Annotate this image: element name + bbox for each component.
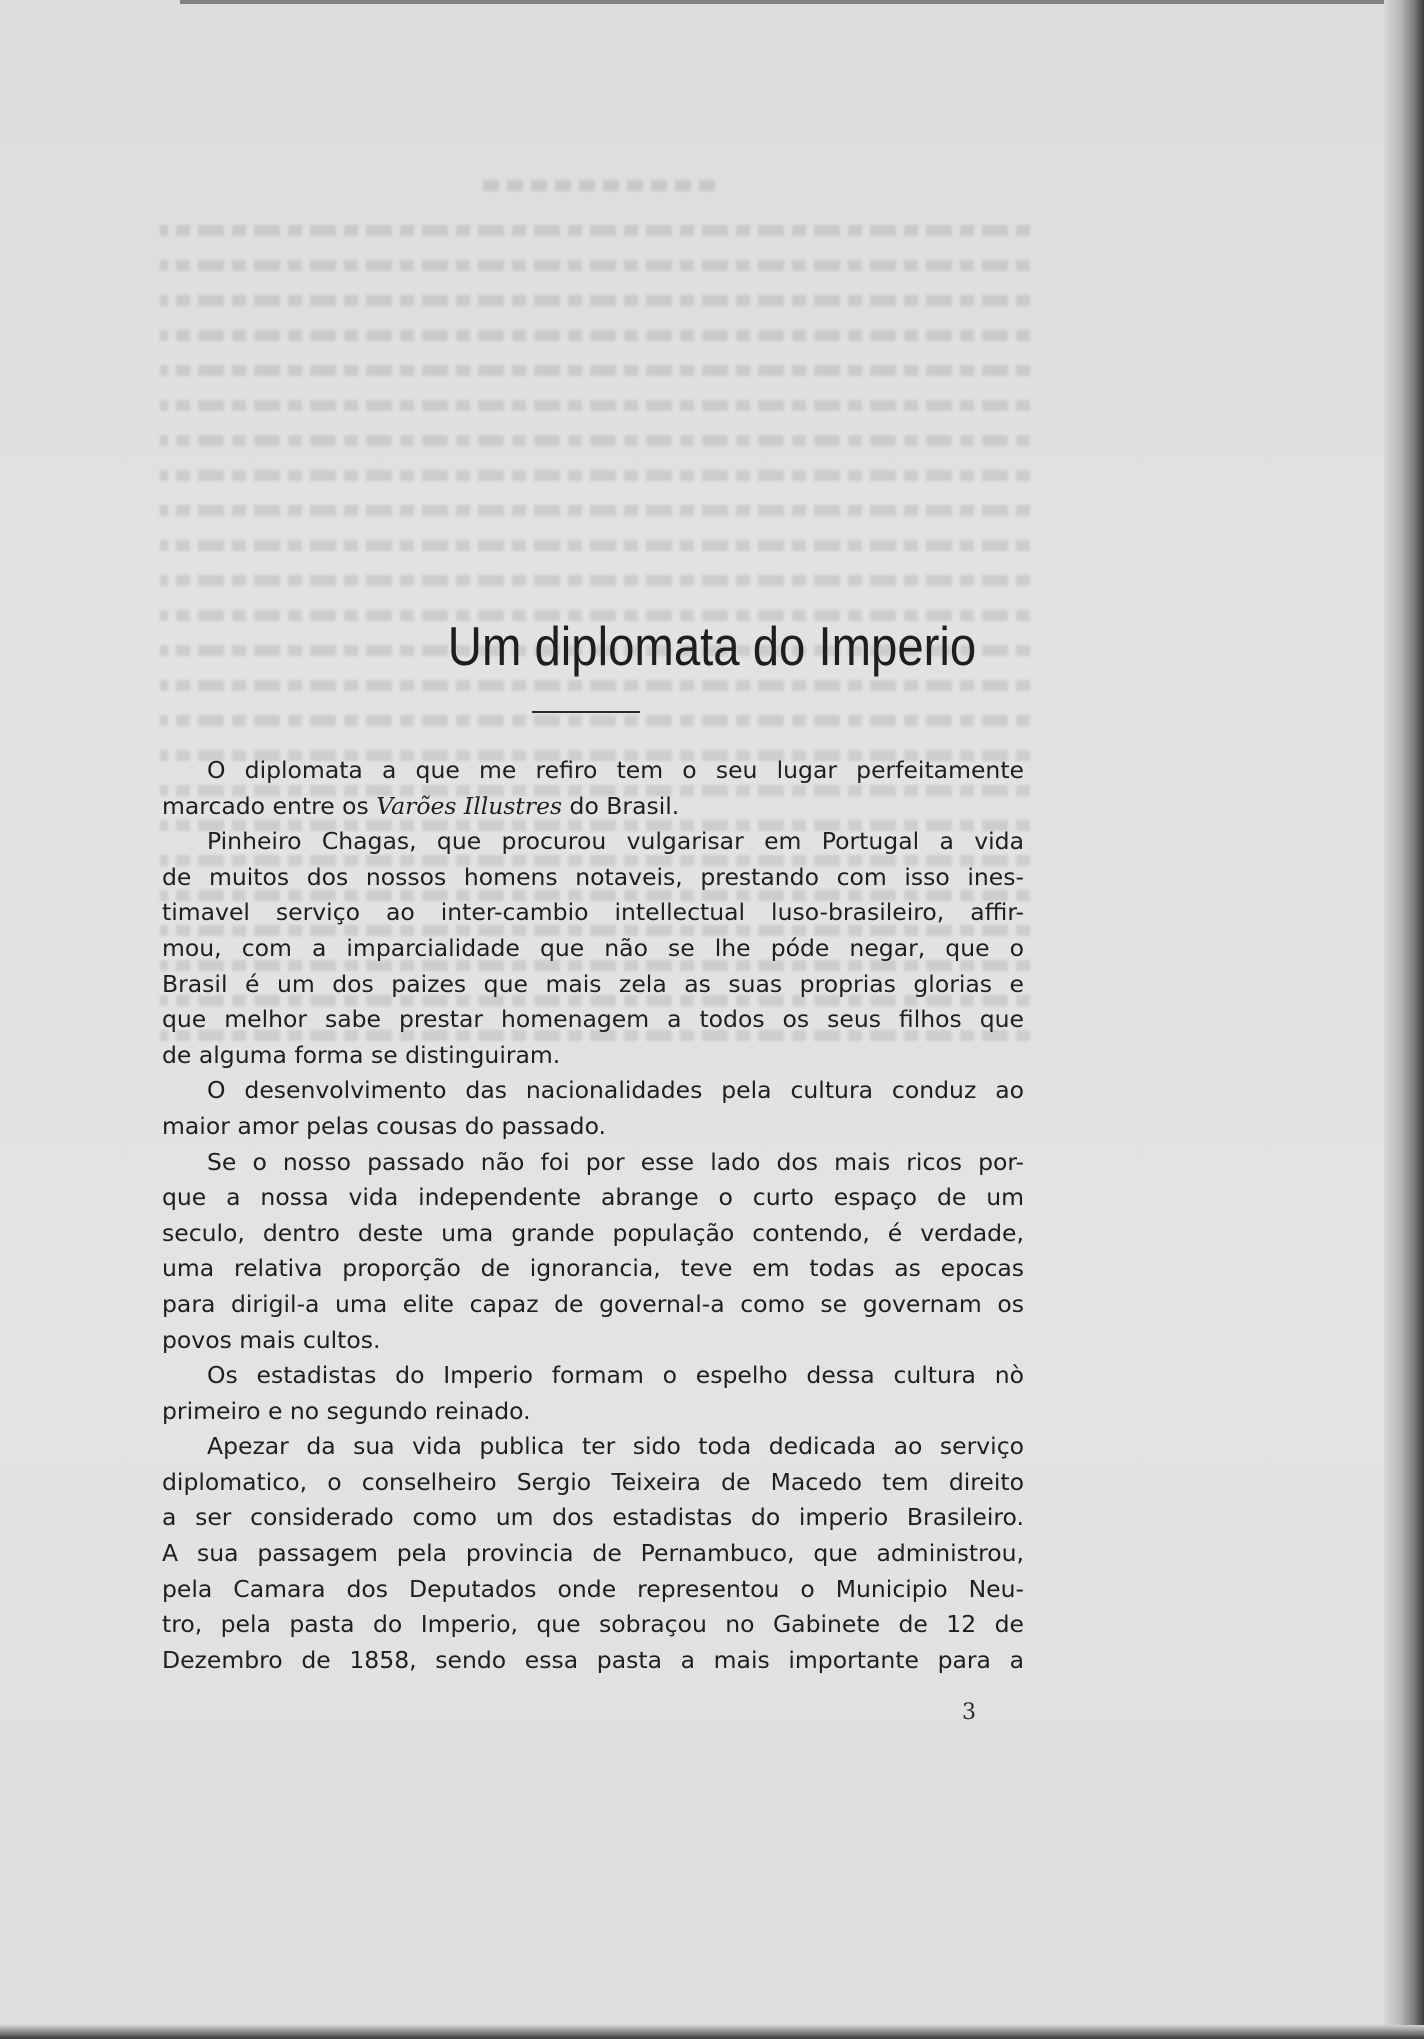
text-line: Brasil é um dos paizes que mais zela as suas proprias glorias e (162, 969, 1024, 998)
text-line: Pinheiro Chagas, que procurou vulgarisar em Portugal a vida (207, 827, 1024, 856)
text-line: O diplomata a que me refiro tem o seu lugar perfeitamente (207, 756, 1024, 784)
page-number: 3 (962, 1700, 976, 1725)
text-line: timavel serviço ao inter-cambio intellectual luso-brasileiro, affir- (162, 898, 1024, 927)
text-line: que melhor sabe prestar homenagem a todos os seus filhos que (162, 1005, 1024, 1034)
text-line: A sua passagem pela provincia de Pernambuco, que administrou, (162, 1539, 1024, 1568)
text-line: tro, pela pasta do Imperio, que sobraçou no Gabinete de 12 de (162, 1610, 1024, 1639)
text-line (162, 789, 1024, 825)
text-line: mou, com a imparcialidade que não se lhe póde negar, que o (162, 933, 1024, 962)
page-edge-shadow (1384, 0, 1424, 2039)
chapter-title: Um diplomata do Imperio (447, 615, 977, 677)
text-line: pela Camara dos Deputados onde representou o Municipio Neu- (162, 1574, 1024, 1603)
text-line: maior amor pelas cousas do passado. (162, 1111, 607, 1140)
text-line: para dirigil-a uma elite capaz de governal-a como se governam os (162, 1289, 1024, 1318)
text-line: diplomatico, o conselheiro Sergio Teixeira de Macedo tem direito (162, 1467, 1024, 1496)
text-line: que a nossa vida independente abrange o curto espaço de um (162, 1183, 1024, 1212)
text-line: primeiro e no segundo reinado. (162, 1396, 531, 1425)
text-line: Dezembro de 1858, sendo essa pasta a mais importante para a (162, 1645, 1024, 1674)
italic-title: Varões Illustres (376, 791, 563, 820)
text-line: de muitos dos nossos homens notaveis, prestando com isso ines- (162, 862, 1024, 891)
title-rule (532, 711, 640, 713)
text-line: de alguma forma se distinguiram. (162, 1040, 561, 1069)
text-line: povos mais cultos. (162, 1325, 381, 1354)
text-line: seculo, dentro deste uma grande população contendo, é verdade, (162, 1218, 1024, 1247)
text-line: a ser considerado como um dos estadistas do imperio Brasileiro. (162, 1503, 1024, 1532)
text-line: Apezar da sua vida publica ter sido toda dedicada ao serviço (207, 1432, 1024, 1461)
text-line: O desenvolvimento das nacionalidades pela cultura conduz ao (207, 1076, 1024, 1105)
page-bottom-shadow (0, 2025, 1424, 2039)
text-segment: do Brasil. (562, 791, 680, 820)
text-line: Os estadistas do Imperio formam o espelho dessa cultura nò (207, 1361, 1024, 1390)
text-line: uma relativa proporção de ignorancia, teve em todas as epocas (162, 1254, 1024, 1283)
body-text (162, 753, 1024, 1678)
text-segment: marcado entre os (162, 791, 377, 820)
top-edge-line (180, 0, 1400, 4)
text-line: Se o nosso passado não foi por esse lado dos mais ricos por- (207, 1147, 1024, 1176)
